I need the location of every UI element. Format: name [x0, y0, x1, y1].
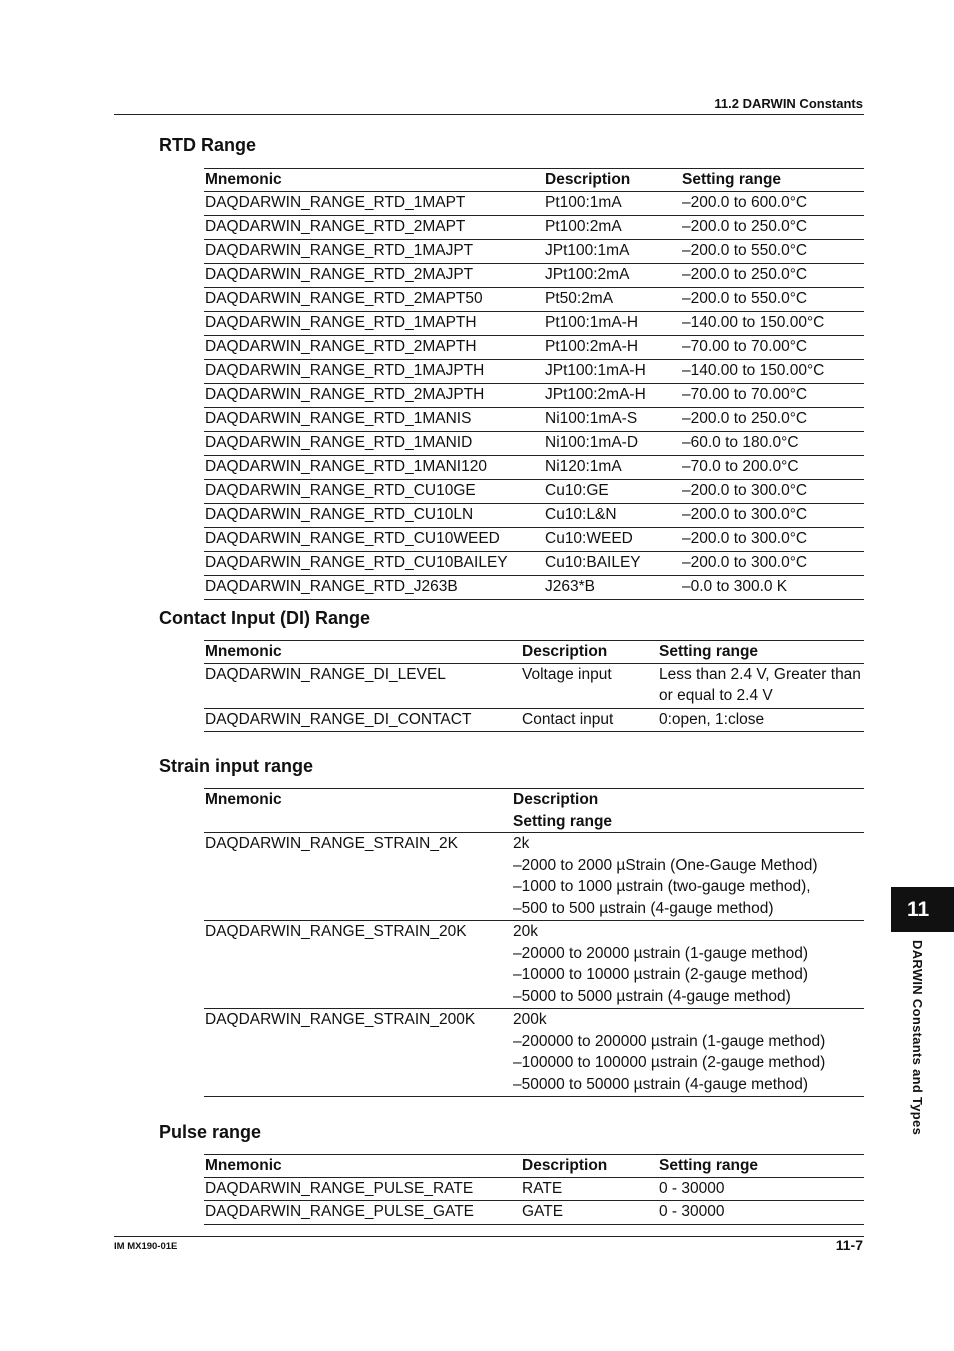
mnemonic-cell: DAQDARWIN_RANGE_DI_CONTACT — [204, 708, 521, 732]
description-range-cell — [512, 921, 864, 1009]
mnemonic-cell: DAQDARWIN_RANGE_RTD_CU10WEED — [204, 528, 544, 552]
mnemonic-cell: DAQDARWIN_RANGE_PULSE_RATE — [204, 1177, 521, 1201]
mnemonic-cell: DAQDARWIN_RANGE_STRAIN_200K — [204, 1009, 512, 1097]
mnemonic-cell: DAQDARWIN_RANGE_RTD_CU10LN — [204, 504, 544, 528]
description-cell: Cu10:WEED — [544, 528, 681, 552]
range-line: 2k — [513, 835, 530, 852]
setting-range-cell: –200.0 to 250.0°C — [681, 408, 864, 432]
col-setting-range: Setting range — [513, 812, 613, 830]
description-cell: Pt100:2mA — [544, 216, 681, 240]
setting-range-cell: –200.0 to 250.0°C — [681, 216, 864, 240]
table-row — [204, 528, 864, 552]
setting-range-cell: 0:open, 1:close — [658, 708, 864, 732]
table-row — [204, 480, 864, 504]
range-line: 20k — [513, 923, 538, 940]
setting-range-cell: –200.0 to 550.0°C — [681, 240, 864, 264]
description-cell: Cu10:GE — [544, 480, 681, 504]
description-cell: Contact input — [521, 708, 658, 732]
rtd-section-title: RTD Range — [159, 135, 257, 155]
description-cell: JPt100:1mA-H — [544, 360, 681, 384]
table-row — [204, 576, 864, 600]
mnemonic-cell: DAQDARWIN_RANGE_RTD_2MAPTH — [204, 336, 544, 360]
col-mnemonic: Mnemonic — [204, 641, 521, 664]
di-header-row — [204, 641, 864, 664]
header-section-title: 11.2 DARWIN Constants — [714, 96, 863, 111]
description-cell: Cu10:BAILEY — [544, 552, 681, 576]
mnemonic-cell: DAQDARWIN_RANGE_RTD_1MAPTH — [204, 312, 544, 336]
mnemonic-cell: DAQDARWIN_RANGE_RTD_1MANI120 — [204, 456, 544, 480]
col-mnemonic: Mnemonic — [204, 789, 512, 833]
description-cell: Ni100:1mA-S — [544, 408, 681, 432]
table-row — [204, 384, 864, 408]
mnemonic-cell: DAQDARWIN_RANGE_RTD_1MANIS — [204, 408, 544, 432]
range-line: –50000 to 50000 µstrain (4-gauge method) — [513, 1075, 809, 1093]
chapter-side-label: DARWIN Constants and Types — [910, 940, 925, 1136]
col-setting-range: Setting range — [658, 641, 864, 664]
description-range-cell — [512, 1009, 864, 1097]
mnemonic-cell: DAQDARWIN_RANGE_RTD_1MAJPTH — [204, 360, 544, 384]
mnemonic-cell: DAQDARWIN_RANGE_RTD_2MAJPTH — [204, 384, 544, 408]
description-cell: Pt100:1mA-H — [544, 312, 681, 336]
range-line: –2000 to 2000 µStrain (One-Gauge Method) — [513, 856, 818, 874]
description-cell: Voltage input — [521, 663, 658, 708]
table-row — [204, 708, 864, 732]
table-row — [204, 192, 864, 216]
mnemonic-cell: DAQDARWIN_RANGE_STRAIN_20K — [204, 921, 512, 1009]
chapter-number: 11 — [907, 897, 930, 921]
table-row — [204, 504, 864, 528]
setting-range-cell: –60.0 to 180.0°C — [681, 432, 864, 456]
rtd-header-row — [204, 169, 864, 192]
mnemonic-cell: DAQDARWIN_RANGE_RTD_1MANID — [204, 432, 544, 456]
di-section-title: Contact Input (DI) Range — [159, 608, 370, 628]
mnemonic-cell: DAQDARWIN_RANGE_RTD_1MAJPT — [204, 240, 544, 264]
col-description: Description — [544, 169, 681, 192]
description-cell: Ni120:1mA — [544, 456, 681, 480]
table-row — [204, 552, 864, 576]
table-row — [204, 833, 864, 921]
description-cell: JPt100:1mA — [544, 240, 681, 264]
table-row — [204, 312, 864, 336]
range-line: 200k — [513, 1011, 547, 1028]
table-row — [204, 360, 864, 384]
description-cell: Pt100:2mA-H — [544, 336, 681, 360]
setting-range-cell: –200.0 to 300.0°C — [681, 504, 864, 528]
setting-range-cell: 0 - 30000 — [658, 1177, 864, 1201]
strain-section-title: Strain input range — [159, 756, 314, 776]
range-line: –100000 to 100000 µstrain (2-gauge method) — [513, 1054, 826, 1071]
table-row — [204, 663, 864, 708]
description-cell: JPt100:2mA — [544, 264, 681, 288]
mnemonic-cell: DAQDARWIN_RANGE_RTD_1MAPT — [204, 192, 544, 216]
description-cell: Cu10:L&N — [544, 504, 681, 528]
mnemonic-cell: DAQDARWIN_RANGE_STRAIN_2K — [204, 833, 512, 921]
mnemonic-cell: DAQDARWIN_RANGE_RTD_CU10GE — [204, 480, 544, 504]
description-cell: J263*B — [544, 576, 681, 600]
col-setting-range: Setting range — [658, 1155, 864, 1178]
table-row — [204, 1009, 864, 1097]
col-setting-range: Setting range — [681, 169, 864, 192]
setting-range-cell: –0.0 to 300.0 K — [681, 576, 864, 600]
description-cell: Pt50:2mA — [544, 288, 681, 312]
footer-page-number: 11-7 — [835, 1237, 863, 1253]
description-cell: RATE — [521, 1177, 658, 1201]
strain-header-row — [204, 789, 864, 833]
setting-range-cell: Less than 2.4 V, Greater than or equal to 2.4 V — [658, 663, 864, 708]
col-description: Description — [521, 1155, 658, 1178]
pulse-table — [204, 1154, 864, 1225]
strain-table — [204, 788, 864, 1097]
table-row — [204, 336, 864, 360]
setting-range-cell: –70.00 to 70.00°C — [681, 384, 864, 408]
range-line: –1000 to 1000 µstrain (two-gauge method), — [513, 878, 811, 895]
col-description: Description — [521, 641, 658, 664]
col-mnemonic: Mnemonic — [204, 169, 544, 192]
footer-rule — [114, 1236, 864, 1237]
table-row — [204, 288, 864, 312]
di-table — [204, 640, 864, 732]
description-cell: JPt100:2mA-H — [544, 384, 681, 408]
setting-range-cell: –200.0 to 300.0°C — [681, 480, 864, 504]
setting-range-cell: –200.0 to 300.0°C — [681, 552, 864, 576]
setting-range-cell: –70.00 to 70.00°C — [681, 336, 864, 360]
setting-range-cell: –200.0 to 300.0°C — [681, 528, 864, 552]
pulse-header-row — [204, 1155, 864, 1178]
mnemonic-cell: DAQDARWIN_RANGE_DI_LEVEL — [204, 663, 521, 708]
mnemonic-cell: DAQDARWIN_RANGE_RTD_2MAPT50 — [204, 288, 544, 312]
description-cell: GATE — [521, 1201, 658, 1225]
mnemonic-cell: DAQDARWIN_RANGE_RTD_2MAPT — [204, 216, 544, 240]
range-line: –20000 to 20000 µstrain (1-gauge method) — [513, 944, 809, 962]
mnemonic-cell: DAQDARWIN_RANGE_PULSE_GATE — [204, 1201, 521, 1225]
setting-range-cell: –200.0 to 600.0°C — [681, 192, 864, 216]
setting-range-cell: 0 - 30000 — [658, 1201, 864, 1225]
table-row — [204, 456, 864, 480]
mnemonic-cell: DAQDARWIN_RANGE_RTD_2MAJPT — [204, 264, 544, 288]
mnemonic-cell: DAQDARWIN_RANGE_RTD_CU10BAILEY — [204, 552, 544, 576]
table-row — [204, 408, 864, 432]
range-line: –10000 to 10000 µstrain (2-gauge method) — [513, 966, 809, 983]
setting-range-cell: –140.00 to 150.00°C — [681, 360, 864, 384]
description-cell: Pt100:1mA — [544, 192, 681, 216]
chapter-tab — [891, 887, 954, 932]
pulse-section-title: Pulse range — [159, 1122, 262, 1142]
range-line: –200000 to 200000 µstrain (1-gauge method) — [513, 1032, 826, 1050]
table-row — [204, 216, 864, 240]
setting-range-cell: –200.0 to 250.0°C — [681, 264, 864, 288]
setting-range-cell: –140.00 to 150.00°C — [681, 312, 864, 336]
table-row — [204, 240, 864, 264]
rtd-table — [204, 168, 864, 600]
table-row — [204, 1177, 864, 1201]
table-row — [204, 921, 864, 1009]
range-line: –500 to 500 µstrain (4-gauge method) — [513, 899, 774, 917]
footer-doc-id: IM MX190-01E — [114, 1241, 178, 1252]
table-row — [204, 432, 864, 456]
range-line: –5000 to 5000 µstrain (4-gauge method) — [513, 987, 791, 1005]
mnemonic-cell: DAQDARWIN_RANGE_RTD_J263B — [204, 576, 544, 600]
description-cell: Ni100:1mA-D — [544, 432, 681, 456]
col-mnemonic: Mnemonic — [204, 1155, 521, 1178]
table-row — [204, 1201, 864, 1225]
description-range-cell — [512, 833, 864, 921]
header-rule — [114, 114, 864, 115]
table-row — [204, 264, 864, 288]
setting-range-cell: –200.0 to 550.0°C — [681, 288, 864, 312]
setting-range-cell: –70.0 to 200.0°C — [681, 456, 864, 480]
col-description: Description — [513, 791, 599, 808]
